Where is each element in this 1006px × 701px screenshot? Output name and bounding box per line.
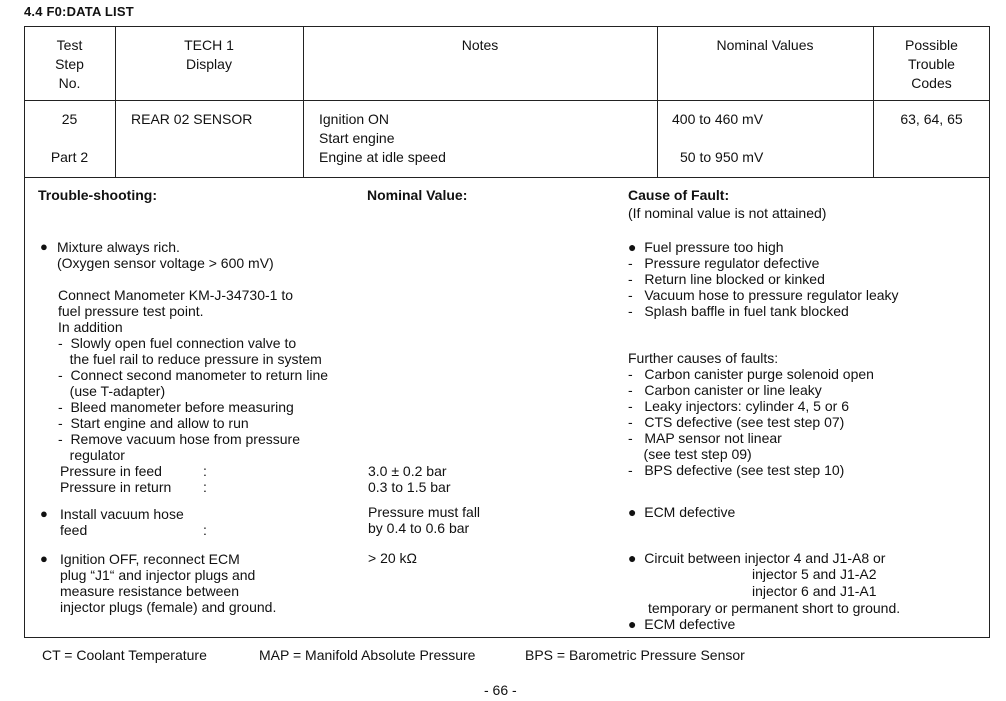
bullet-icon: ● (40, 551, 48, 566)
row-divider (24, 177, 990, 178)
ignition-line: Ignition OFF, reconnect ECM (60, 551, 240, 567)
pressure-return-value: 0.3 to 1.5 bar (368, 479, 451, 495)
ts-mixture-line: Mixture always rich. (57, 239, 180, 255)
ignition-line: plug “J1“ and injector plugs and (60, 567, 256, 583)
ts-line: In addition (58, 319, 123, 335)
row-step-number: 25 (61, 111, 78, 127)
ts-line: - Connect second manometer to return line (58, 367, 329, 383)
row-part: Part 2 (50, 149, 89, 165)
cause-line: - Splash baffle in fuel tank blocked (628, 303, 849, 319)
footer-map-abbrev: MAP = Manifold Absolute Pressure (259, 647, 476, 663)
header-tech1-line: Display (186, 56, 232, 72)
circuit-line-1: ● Circuit between injector 4 and J1-A8 or (628, 550, 886, 566)
pressure-feed-colon: : (203, 463, 207, 479)
header-trouble-line: Possible (905, 37, 958, 53)
cause-line: - Leaky injectors: cylinder 4, 5 or 6 (628, 398, 849, 414)
section-title: 4.4 F0:DATA LIST (24, 4, 134, 19)
install-colon: : (203, 522, 207, 538)
ts-manometer-block (58, 287, 328, 463)
header-trouble-line: Trouble (908, 56, 955, 72)
header-trouble-codes (873, 36, 990, 93)
cause-line: - CTS defective (see test step 07) (628, 414, 845, 430)
cause-line: (see test step 09) (628, 446, 752, 462)
ts-line: - Bleed manometer before measuring (58, 399, 294, 415)
bullet-icon: ● (40, 506, 48, 521)
header-tech1-display (115, 36, 303, 74)
row-note-line: Start engine (319, 130, 395, 146)
cause-line: - Carbon canister purge solenoid open (628, 366, 874, 382)
cause-line: - Vacuum hose to pressure regulator leaky (628, 287, 899, 303)
ignition-line: injector plugs (female) and ground. (60, 599, 277, 615)
header-divider (24, 100, 990, 101)
ts-line: regulator (58, 447, 125, 463)
install-value-2: by 0.4 to 0.6 bar (368, 520, 470, 536)
ts-line: Connect Manometer KM-J-34730-1 to (58, 287, 293, 303)
header-test-step-line: Test (56, 37, 83, 53)
cause-line: - Pressure regulator defective (628, 255, 820, 271)
header-nominal-values: Nominal Values (716, 37, 814, 53)
resistance-value: > 20 kΩ (368, 550, 417, 566)
cause-line: Further causes of faults: (628, 350, 779, 366)
nominal-value-heading: Nominal Value: (367, 187, 468, 203)
pressure-feed-value: 3.0 ± 0.2 bar (368, 463, 447, 479)
row-notes (319, 110, 446, 167)
cause-line: - BPS defective (see test step 10) (628, 462, 845, 478)
ts-line: - Start engine and allow to run (58, 415, 249, 431)
header-trouble-line: Codes (911, 75, 952, 91)
cause-block-fuel-pressure (628, 239, 899, 319)
bullet-icon: ● (40, 239, 48, 254)
circuit-line-3: injector 6 and J1-A1 (752, 583, 877, 599)
ignition-off-block (60, 551, 276, 615)
ts-line: the fuel rail to reduce pressure in system (58, 351, 322, 367)
cause-line: - Return line blocked or kinked (628, 271, 825, 287)
row-nominal-1: 400 to 460 mV (672, 111, 764, 127)
page-number: - 66 - (484, 682, 517, 698)
header-notes: Notes (461, 37, 499, 53)
header-test-step-line: No. (58, 75, 81, 91)
pressure-return-colon: : (203, 479, 207, 495)
row-nominal-2: 50 to 950 mV (680, 149, 764, 165)
cause-ecm-defective: ● ECM defective (628, 504, 736, 520)
row-codes: 63, 64, 65 (900, 111, 963, 127)
footer-bps-abbrev: BPS = Barometric Pressure Sensor (525, 647, 745, 663)
ignition-line: measure resistance between (60, 583, 239, 599)
cause-of-fault-subheading: (If nominal value is not attained) (628, 205, 827, 221)
row-note-line: Engine at idle speed (319, 149, 446, 165)
install-value-1: Pressure must fall (368, 504, 481, 520)
cause-of-fault-heading: Cause of Fault: (628, 187, 730, 203)
header-test-step (24, 36, 115, 93)
ts-line: - Remove vacuum hose from pressure (58, 431, 300, 447)
cause-line: - MAP sensor not linear (628, 430, 782, 446)
ts-line: fuel pressure test point. (58, 303, 204, 319)
ts-line: - Slowly open fuel connection valve to (58, 335, 297, 351)
circuit-line-5: ● ECM defective (628, 616, 736, 632)
ts-line: (use T-adapter) (58, 383, 166, 399)
troubleshooting-heading: Trouble-shooting: (38, 187, 157, 203)
header-test-step-line: Step (55, 56, 84, 72)
pressure-feed-label: Pressure in feed (60, 463, 162, 479)
install-line-1: Install vacuum hose (60, 506, 184, 522)
row-note-line: Ignition ON (319, 111, 390, 127)
row-display: REAR 02 SENSOR (131, 111, 253, 127)
circuit-line-4: temporary or permanent short to ground. (648, 600, 901, 616)
header-tech1-line: TECH 1 (184, 37, 234, 53)
pressure-return-label: Pressure in return (60, 479, 172, 495)
footer-ct-abbrev: CT = Coolant Temperature (42, 647, 207, 663)
cause-line: ● Fuel pressure too high (628, 239, 784, 255)
cause-line: - Carbon canister or line leaky (628, 382, 822, 398)
install-line-2: feed (60, 522, 88, 538)
cause-block-further (628, 350, 874, 478)
ts-oxygen-line: (Oxygen sensor voltage > 600 mV) (57, 255, 274, 271)
circuit-line-2: injector 5 and J1-A2 (752, 566, 877, 582)
